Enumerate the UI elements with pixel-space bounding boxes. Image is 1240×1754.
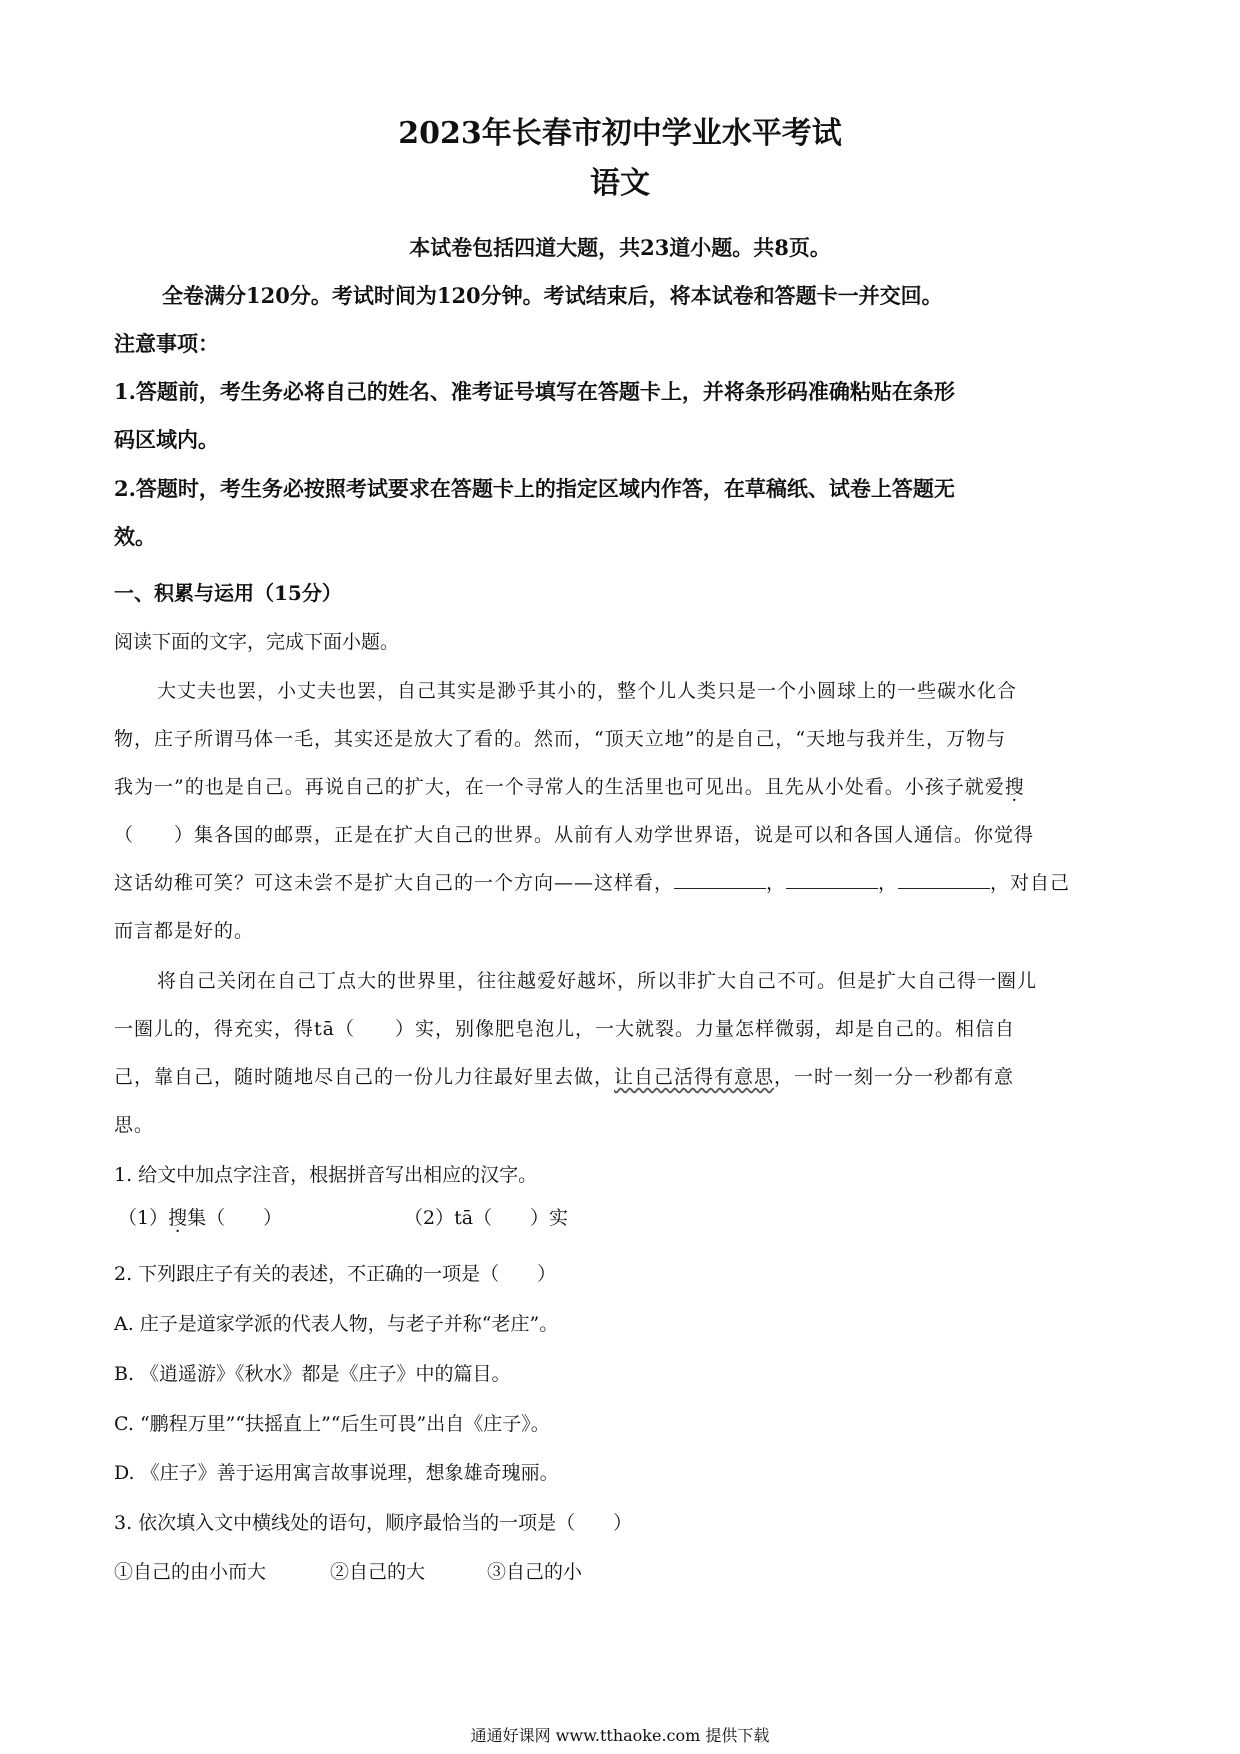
question-3-option-2: ②自己的大 — [330, 1561, 426, 1583]
question-2: 2. 下列跟庄子有关的表述，不正确的一项是（ ） — [114, 1263, 557, 1285]
passage-text: 己，靠自己，随时随地尽自己的一份儿力往最好里去做， — [114, 1066, 615, 1088]
question-1-item-2: （2）tā（ ）实 — [404, 1207, 569, 1229]
note-2-line-2: 效。 — [114, 524, 156, 549]
passage-text: 这话幼稚可笑？可这未尝不是扩大自己的一个方向——这样看， — [114, 872, 675, 894]
question-1: 1. 给文中加点字注音，根据拼音写出相应的汉字。 — [114, 1164, 538, 1186]
passage-line: 思。 — [114, 1114, 155, 1136]
passage-line: 物，庄子所谓马体一毛，其实还是放大了看的。然而，“顶天立地”的是自己，“天地与我并生，万物与 — [114, 728, 1007, 750]
wavy-underlined-phrase: 让自己活得有意思 — [614, 1066, 775, 1088]
question-3-option-3: ③自己的小 — [487, 1561, 583, 1583]
note-1-line-2: 码区域内。 — [114, 427, 219, 452]
page-footer: 通通好课网 www.tthaoke.com 提供下载 — [470, 1726, 770, 1745]
question-1-item-1 — [118, 1203, 282, 1230]
passage-line — [114, 1062, 1014, 1089]
fill-blank-1 — [674, 870, 766, 889]
subject-title: 语文 — [590, 166, 650, 201]
question-2-option-a: A. 庄子是道家学派的代表人物，与老子并称“老庄”。 — [114, 1313, 559, 1335]
dotted-char: 搜 — [168, 1207, 188, 1229]
question-3: 3. 依次填入文中横线处的语句，顺序最恰当的一项是（ ） — [114, 1512, 633, 1534]
passage-line: 大丈夫也罢，小丈夫也罢，自己其实是渺乎其小的，整个儿人类只是一个小圆球上的一些碳水化合 — [157, 680, 1018, 702]
question-2-option-b: B. 《逍遥游》《秋水》都是《庄子》中的篇目。 — [114, 1363, 511, 1385]
question-2-option-c: C. “鹏程万里”“扶摇直上”“后生可畏”出自《庄子》。 — [114, 1413, 550, 1435]
section-1-heading: 一、积累与运用（15分） — [114, 581, 342, 605]
fill-blank-2 — [786, 870, 878, 889]
passage-text: ，一时一刻一分一秒都有意 — [774, 1066, 1015, 1088]
item-number: （1） — [118, 1207, 169, 1229]
passage-line: （ ）集各国的邮票，正是在扩大自己的世界。从前有人劝学世界语，说是可以和各国人通信。你觉得 — [114, 824, 1035, 846]
passage-line: 将自己关闭在自己丁点大的世界里，往往越爱好越坏，所以非扩大自己不可。但是扩大自己得一圈儿 — [157, 970, 1038, 992]
passage-text: 我为一”的也是自己。再说自己的扩大，在一个寻常人的生活里也可见出。且先从小处看。小孩子就爱 — [114, 776, 1005, 798]
fill-blank-3 — [898, 870, 990, 889]
notes-heading: 注意事项： — [114, 331, 219, 356]
exam-info-line-2: 全卷满分120分。考试时间为120分钟。考试结束后，将本试卷和答题卡一并交回。 — [162, 283, 943, 308]
exam-title: 2023年长春市初中学业水平考试 — [398, 116, 842, 151]
comma: ， — [878, 872, 899, 894]
section-1-intro: 阅读下面的文字，完成下面小题。 — [114, 631, 400, 653]
passage-line: 而言都是好的。 — [114, 920, 255, 942]
exam-info-line-1: 本试卷包括四道大题，共23道小题。共8页。 — [409, 235, 831, 260]
question-2-option-d: D. 《庄子》善于运用寓言故事说理，想象雄奇瑰丽。 — [114, 1462, 559, 1484]
passage-text: ，对自己 — [990, 872, 1071, 894]
comma: ， — [766, 872, 787, 894]
dotted-char: 搜 — [1004, 776, 1025, 798]
item-text: 集（ ） — [187, 1207, 283, 1229]
passage-line: 一圈儿的，得充实，得tā（ ）实，别像肥皂泡儿，一大就裂。力量怎样微弱，却是自己的。相信自 — [114, 1018, 1015, 1040]
passage-line — [114, 868, 1070, 895]
note-1-line-1: 1.答题前，考生务必将自己的姓名、准考证号填写在答题卡上，并将条形码准确粘贴在条形 — [114, 379, 955, 404]
question-3-option-1: ①自己的由小而大 — [114, 1561, 267, 1583]
passage-line — [114, 772, 1025, 799]
note-2-line-1: 2.答题时，考生务必按照考试要求在答题卡上的指定区域内作答，在草稿纸、试卷上答题无 — [114, 476, 955, 501]
